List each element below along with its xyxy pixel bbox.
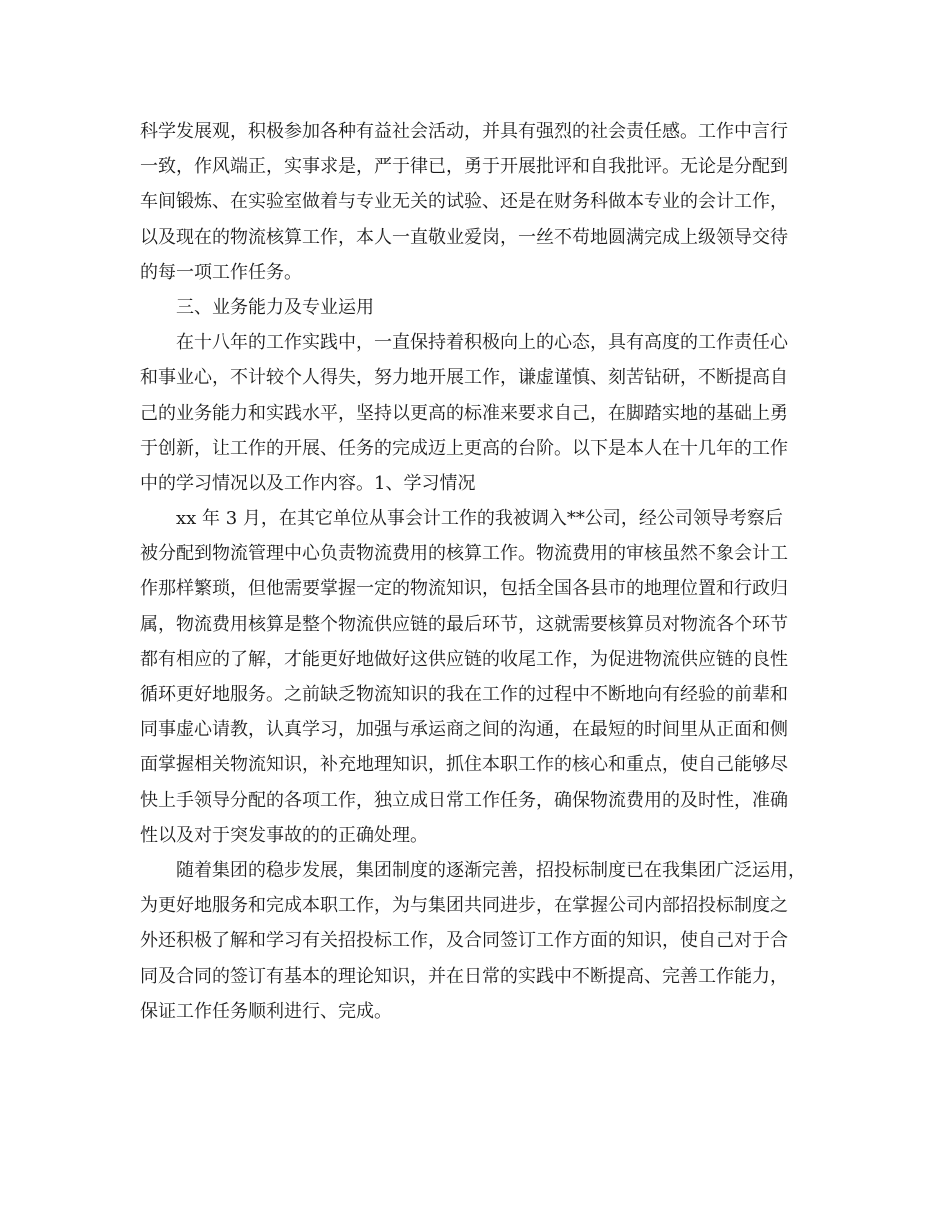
paragraph-line: 保证工作任务顺利进行、完成。 <box>140 1000 392 1022</box>
paragraph-line: 性以及对于突发事故的的正确处理。 <box>140 824 428 846</box>
paragraph-line: 作那样繁琐，但他需要掌握一定的物流知识，包括全国各县市的地理位置和行政归 <box>140 578 788 600</box>
paragraph-line: xx 年 3 月，在其它单位从事会计工作的我被调入**公司，经公司领导考察后 <box>176 508 783 530</box>
paragraph-3 <box>140 501 820 853</box>
paragraph-line: 为更好地服务和完成本职工作，为与集团共同进步，在掌握公司内部招投标制度之 <box>140 895 788 917</box>
paragraph-1 <box>140 114 820 290</box>
paragraph-line: 己的业务能力和实践水平，坚持以更高的标准来要求自己，在脚踏实地的基础上勇 <box>140 402 788 424</box>
paragraph-line: 于创新，让工作的开展、任务的完成迈上更高的台阶。以下是本人在十几年的工作 <box>140 437 788 459</box>
paragraph-line: 和事业心，不计较个人得失，努力地开展工作，谦虚谨慎、刻苦钻研，不断提高自 <box>140 367 788 389</box>
paragraph-line: 同事虚心请教，认真学习，加强与承运商之间的沟通，在最短的时间里从正面和侧 <box>140 719 788 741</box>
paragraph-line: 快上手领导分配的各项工作，独立成日常工作任务，确保物流费用的及时性，准确 <box>140 789 788 811</box>
document-body <box>140 114 820 1029</box>
paragraph-line: 同及合同的签订有基本的理论知识，并在日常的实践中不断提高、完善工作能力， <box>140 965 788 987</box>
paragraph-line: 面掌握相关物流知识，补充地理知识，抓住本职工作的核心和重点，使自己能够尽 <box>140 754 788 776</box>
section-heading-text: 三、业务能力及专业运用 <box>176 296 374 318</box>
paragraph-line: 一致，作风端正，实事求是，严于律已，勇于开展批评和自我批评。无论是分配到 <box>140 156 788 178</box>
paragraph-line: 循环更好地服务。之前缺乏物流知识的我在工作的过程中不断地向有经验的前辈和 <box>140 684 788 705</box>
paragraph-line: 外还积极了解和学习有关招投标工作，及合同签订工作方面的知识，使自己对于合 <box>140 930 788 952</box>
paragraph-line: 的每一项工作任务。 <box>140 261 302 283</box>
paragraph-line: 被分配到物流管理中心负责物流费用的核算工作。物流费用的审核虽然不象会计工 <box>140 543 788 565</box>
paragraph-line: 科学发展观，积极参加各种有益社会活动，并具有强烈的社会责任感。工作中言行 <box>140 121 788 142</box>
paragraph-line: 中的学习情况以及工作内容。1、学习情况 <box>140 472 476 494</box>
paragraph-line: 在十八年的工作实践中，一直保持着积极向上的心态，具有高度的工作责任心 <box>176 332 788 354</box>
paragraph-4 <box>140 853 820 1029</box>
paragraph-line: 随着集团的稳步发展，集团制度的逐渐完善，招投标制度已在我集团广泛运用， <box>176 859 806 881</box>
section-heading <box>140 290 820 325</box>
paragraph-line: 车间锻炼、在实验室做着与专业无关的试验、还是在财务科做本专业的会计工作， <box>140 191 788 213</box>
paragraph-line: 属，物流费用核算是整个物流供应链的最后环节，这就需要核算员对物流各个环节 <box>140 613 788 635</box>
paragraph-line: 都有相应的了解，才能更好地做好这供应链的收尾工作，为促进物流供应链的良性 <box>140 648 788 670</box>
paragraph-2 <box>140 325 820 501</box>
paragraph-line: 以及现在的物流核算工作，本人一直敬业爱岗，一丝不苟地圆满完成上级领导交待 <box>140 226 788 248</box>
